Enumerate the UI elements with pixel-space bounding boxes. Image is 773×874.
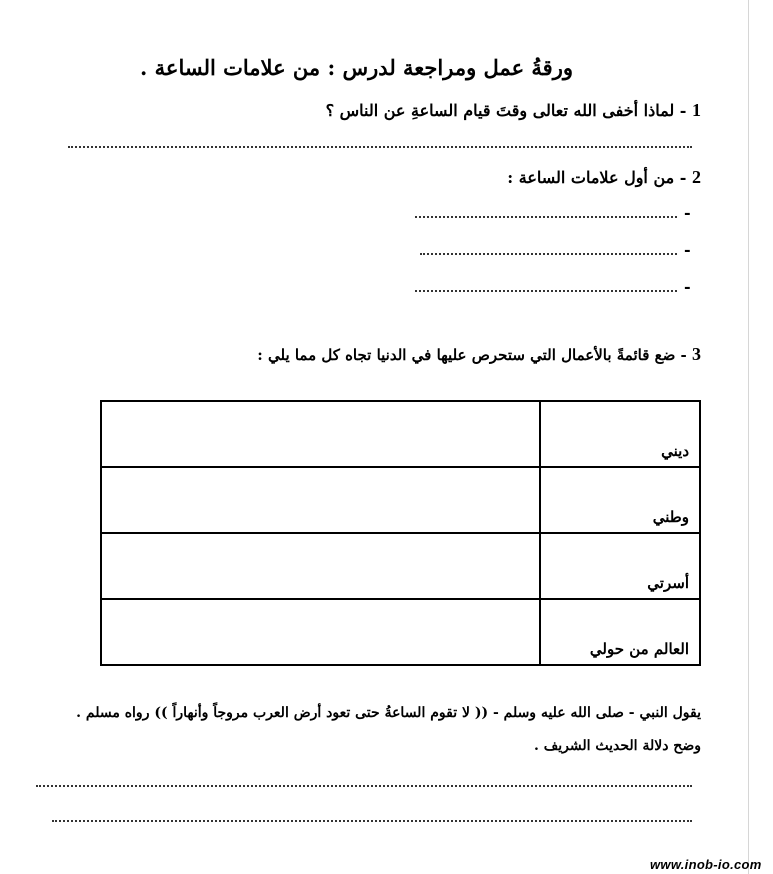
answer-cell-religion[interactable] [101, 401, 540, 467]
table-row [101, 401, 700, 467]
answer-cell-family[interactable] [101, 533, 540, 599]
bullet-2: - [684, 240, 691, 259]
question-3: 3 - ضع قائمةً بالأعمال التي ستحرص عليها في الدنيا تجاه كل مما يلي : [257, 344, 701, 364]
answer-cell-world[interactable] [101, 599, 540, 665]
question-2: 2 - من أول علامات الساعة : [507, 167, 701, 187]
row-label-world: العالم من حولي [540, 599, 700, 665]
answer-line-hadith-2[interactable] [52, 820, 692, 822]
answer-line-q2-3[interactable] [415, 290, 677, 292]
row-label-family: أسرتي [540, 533, 700, 599]
hadith-text: يقول النبي - صلى الله عليه وسلم - (( لا تقوم الساعةُ حتى تعود أرض العرب مروجاً وأنهاراً )) رواه مسلم . [76, 705, 701, 721]
question-3-number: 3 [692, 344, 701, 364]
table-row [101, 599, 700, 665]
answer-line-q1[interactable] [68, 146, 692, 148]
bullet-3: - [684, 277, 691, 296]
answer-cell-homeland[interactable] [101, 467, 540, 533]
answer-line-hadith-1[interactable] [36, 785, 692, 787]
answer-line-q2-2[interactable] [420, 253, 677, 255]
bullet-1: - [684, 203, 691, 222]
question-1-number: 1 [692, 100, 701, 120]
table-row [101, 533, 700, 599]
page-edge-line [748, 0, 749, 874]
site-watermark: www.inob-io.com [650, 857, 762, 872]
explain-instruction: وضح دلالة الحديث الشريف . [534, 738, 701, 754]
question-2-text: من أول علامات الساعة : [507, 168, 675, 187]
question-1: 1 - لماذا أخفى الله تعالى وقتَ قيام الساعةِ عن الناس ؟ [325, 100, 701, 120]
row-label-religion: ديني [540, 401, 700, 467]
question-1-text: لماذا أخفى الله تعالى وقتَ قيام الساعةِ عن الناس ؟ [325, 101, 675, 120]
worksheet-title: ورقةُ عمل ومراجعة لدرس : من علامات الساعة . [140, 55, 573, 80]
row-label-homeland: وطني [540, 467, 700, 533]
answers-table [100, 400, 701, 666]
answer-line-q2-1[interactable] [415, 216, 677, 218]
question-2-number: 2 [692, 167, 701, 187]
question-3-text: ضع قائمةً بالأعمال التي ستحرص عليها في الدنيا تجاه كل مما يلي : [257, 346, 676, 364]
table-row [101, 467, 700, 533]
